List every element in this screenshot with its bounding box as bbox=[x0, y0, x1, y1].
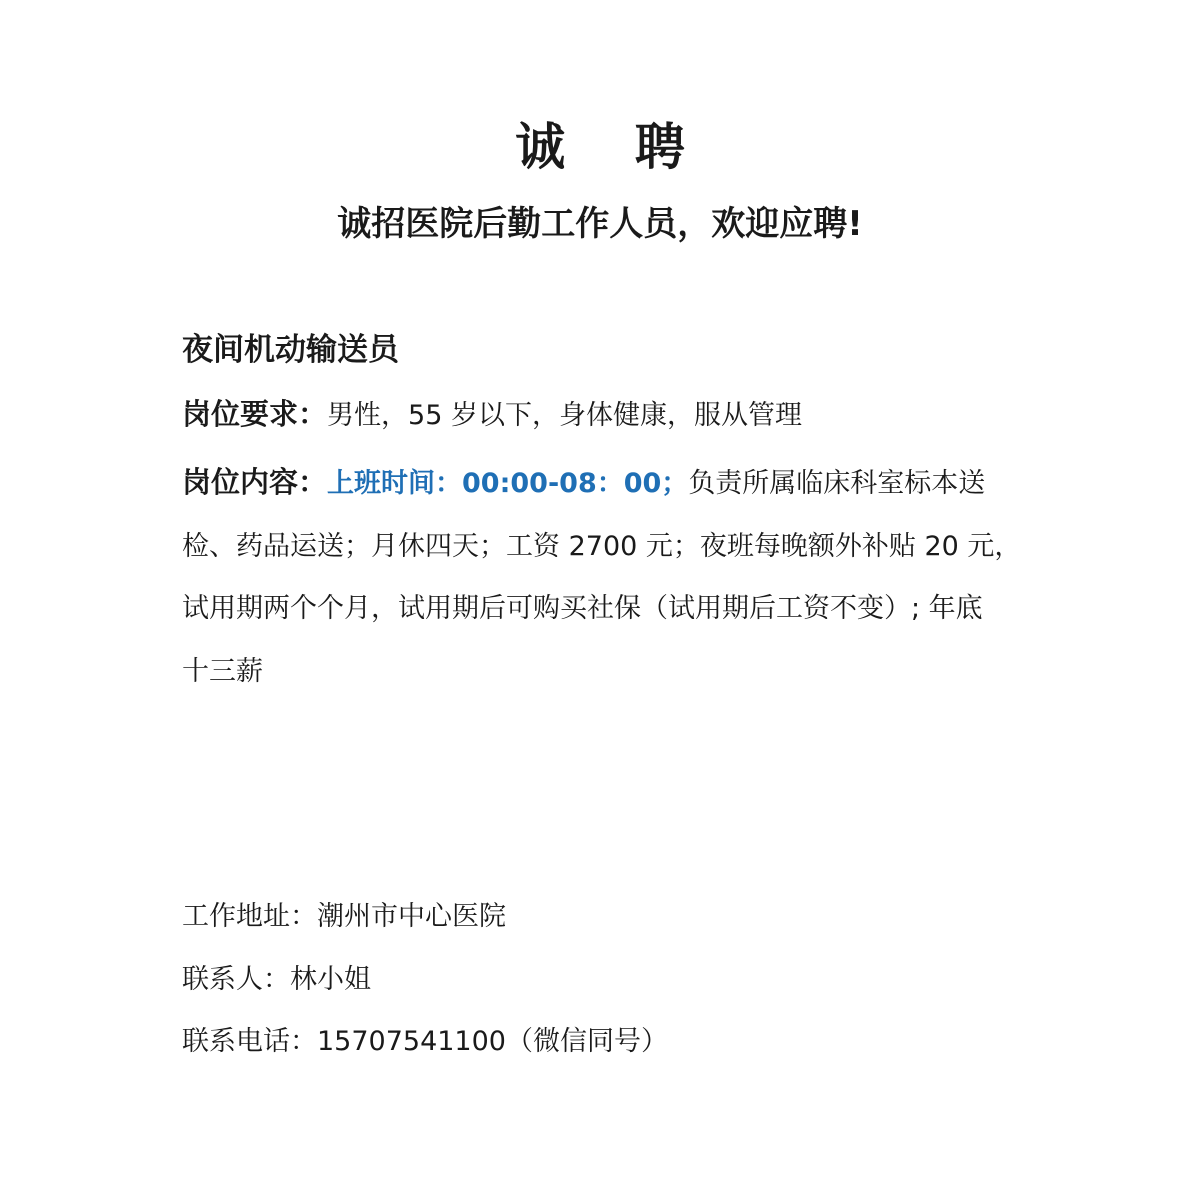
duties-line-2: 检、药品运送；月休四天；工资 2700 元；夜班每晚额外补贴 20 元， bbox=[182, 530, 1022, 562]
duties-line-4: 十三薪 bbox=[182, 655, 263, 687]
job-title: 夜间机动输送员 bbox=[182, 332, 399, 368]
duties-line-1-text: 负责所属临床科室标本送 bbox=[688, 468, 986, 499]
page-subtitle: 诚招医院后勤工作人员，欢迎应聘! bbox=[337, 204, 863, 244]
duties-line-1 bbox=[182, 451, 1032, 516]
page-title: 诚 聘 bbox=[515, 118, 711, 176]
work-hours-highlight: 上班时间：00:00-08：00； bbox=[327, 468, 689, 499]
work-address: 工作地址：潮州市中心医院 bbox=[182, 901, 506, 932]
job-duties bbox=[182, 451, 1032, 703]
contact-person: 联系人：林小姐 bbox=[182, 964, 371, 995]
contact-phone: 联系电话：15707541100（微信同号） bbox=[182, 1026, 668, 1057]
job-requirements bbox=[182, 389, 1032, 441]
requirements-label: 岗位要求： bbox=[182, 397, 328, 431]
duties-label: 岗位内容： bbox=[182, 465, 328, 499]
requirements-text: 男性，55 岁以下，身体健康，服从管理 bbox=[327, 400, 802, 431]
duties-line-3: 试用期两个个月，试用期后可购买社保（试用期后工资不变）; 年底 bbox=[182, 593, 983, 624]
